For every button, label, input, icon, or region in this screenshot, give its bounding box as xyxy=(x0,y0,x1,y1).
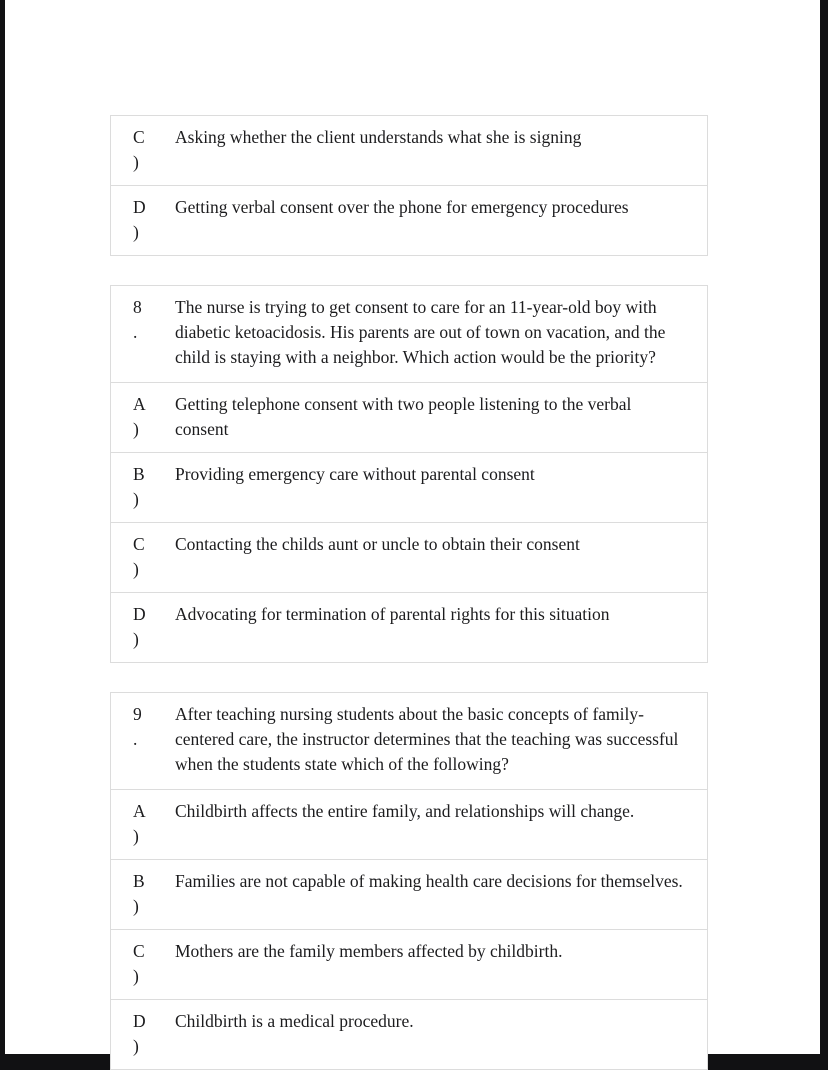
option-text: Asking whether the client understands what she is signing xyxy=(175,127,582,147)
option-letter-glyph: D xyxy=(133,1011,146,1031)
question-number-paren: . xyxy=(133,322,138,342)
option-text: Getting verbal consent over the phone for emergency procedures xyxy=(175,197,629,217)
option-text: Advocating for termination of parental rights for this situation xyxy=(175,604,610,624)
option-letter-paren: ) xyxy=(133,152,139,172)
question-text: The nurse is trying to get consent to care for an 11-year-old boy with diabetic ketoacidosis. His parents are out of town on vacation, and the child is staying with a neighbor. Which action would be the priority? xyxy=(175,297,666,367)
option-letter xyxy=(111,790,176,860)
option-text: Childbirth is a medical procedure. xyxy=(175,1011,414,1031)
answer-option-row[interactable] xyxy=(111,790,708,860)
option-letter-glyph: B xyxy=(133,871,145,891)
option-letter xyxy=(111,186,176,256)
option-text: Mothers are the family members affected by childbirth. xyxy=(175,941,563,961)
option-letter-glyph: C xyxy=(133,127,145,147)
option-text: Childbirth affects the entire family, and relationships will change. xyxy=(175,801,635,821)
option-letter xyxy=(111,860,176,930)
document-page xyxy=(5,0,820,1054)
option-letter xyxy=(111,453,176,523)
option-letter-paren: ) xyxy=(133,419,139,439)
question-stem-row xyxy=(111,286,708,383)
option-text: Getting telephone consent with two people listening to the verbal consent xyxy=(175,394,632,439)
question-number-glyph: 8 xyxy=(133,297,142,317)
option-letter xyxy=(111,383,176,453)
option-letter-paren: ) xyxy=(133,489,139,509)
question-number xyxy=(111,286,176,383)
option-text: Contacting the childs aunt or uncle to obtain their consent xyxy=(175,534,580,554)
option-letter-paren: ) xyxy=(133,896,139,916)
option-letter xyxy=(111,523,176,593)
answer-option-row[interactable] xyxy=(111,1000,708,1070)
question-list xyxy=(110,115,708,1070)
question-number xyxy=(111,693,176,790)
option-letter-glyph: B xyxy=(133,464,145,484)
option-letter xyxy=(111,1000,176,1070)
option-text: Families are not capable of making health care decisions for themselves. xyxy=(175,871,683,891)
option-letter-glyph: C xyxy=(133,534,145,554)
option-letter-paren: ) xyxy=(133,629,139,649)
answer-option-row[interactable] xyxy=(111,593,708,663)
option-text: Providing emergency care without parental consent xyxy=(175,464,535,484)
option-letter-paren: ) xyxy=(133,559,139,579)
option-letter-glyph: C xyxy=(133,941,145,961)
option-letter xyxy=(111,930,176,1000)
answer-option-row[interactable] xyxy=(111,930,708,1000)
continued-options-block xyxy=(110,115,708,256)
question-stem-row xyxy=(111,693,708,790)
question-number-paren: . xyxy=(133,729,138,749)
question-text: After teaching nursing students about the basic concepts of family-centered care, the instructor determines that the teaching was successful when the students state which of the following? xyxy=(175,704,679,774)
option-letter-paren: ) xyxy=(133,222,139,242)
option-letter-paren: ) xyxy=(133,826,139,846)
option-letter-glyph: A xyxy=(133,801,146,821)
option-letter xyxy=(111,593,176,663)
answer-option-row[interactable] xyxy=(111,453,708,523)
option-letter-paren: ) xyxy=(133,966,139,986)
option-letter-paren: ) xyxy=(133,1036,139,1056)
option-letter-glyph: A xyxy=(133,394,146,414)
answer-option-row[interactable] xyxy=(111,383,708,453)
question-8-block xyxy=(110,285,708,663)
answer-option-row[interactable] xyxy=(111,116,708,186)
option-letter-glyph: D xyxy=(133,197,146,217)
question-number-glyph: 9 xyxy=(133,704,142,724)
answer-option-row[interactable] xyxy=(111,523,708,593)
answer-option-row[interactable] xyxy=(111,860,708,930)
option-letter-glyph: D xyxy=(133,604,146,624)
question-9-block xyxy=(110,692,708,1070)
answer-option-row[interactable] xyxy=(111,186,708,256)
option-letter xyxy=(111,116,176,186)
